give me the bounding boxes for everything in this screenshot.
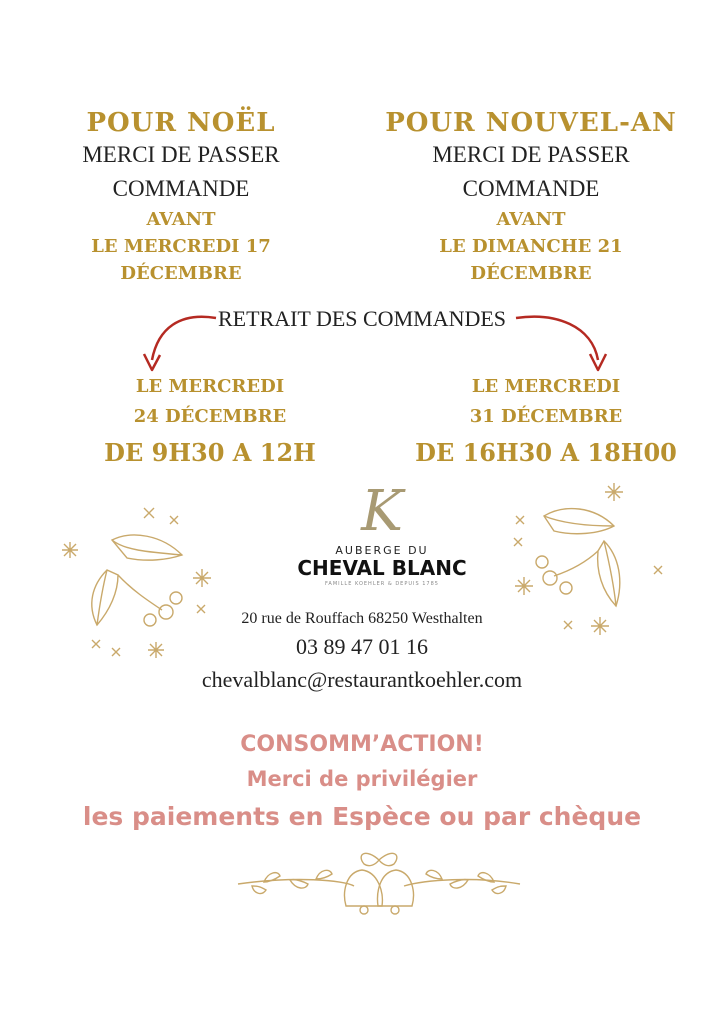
noel-date2: DÉCEMBRE [120,263,242,284]
noel-line2: COMMANDE [112,176,250,201]
logo [282,479,482,587]
notice-line1: CONSOMM’ACTION! [240,732,484,757]
nouvel-an-date2: DÉCEMBRE [470,263,592,284]
pickup-nouvel-an-hours: DE 16H30 A 18H00 [415,438,677,467]
phone[interactable]: 03 89 47 01 16 [296,634,428,659]
address: 20 rue de Rouffach 68250 Westhalten [241,610,483,627]
pickup-nouvel-an [396,372,696,468]
arrow-right-icon [512,308,608,380]
notice-line3: les paiements en Espèce ou par chèque [82,802,642,831]
bells-ornament-icon [234,846,524,918]
email[interactable]: chevalblanc@restaurantkoehler.com [201,667,523,692]
noel-title: POUR NOËL [86,108,276,138]
nouvel-an-column [376,108,686,287]
logo-line1: AUBERGE DU [335,544,429,557]
noel-column [56,108,306,287]
logo-tagline: FAMILLE KOEHLER & DEPUIS 1785 [325,581,439,587]
logo-line2: CHEVAL BLANC [297,556,467,580]
pickup-noel [80,372,340,468]
retrait-label: RETRAIT DES COMMANDES [217,306,507,331]
noel-avant: AVANT [146,209,216,230]
pickup-noel-day: LE MERCREDI [135,376,285,397]
noel-date1: LE MERCREDI 17 [91,236,271,257]
arrow-left-icon [140,308,220,380]
logo-monogram: K [361,479,403,544]
pickup-noel-date: 24 DÉCEMBRE [133,406,287,427]
pickup-nouvel-an-date: 31 DÉCEMBRE [469,406,623,427]
pickup-nouvel-an-day: LE MERCREDI [471,376,621,397]
nouvel-an-avant: AVANT [496,209,566,230]
notice-line2: Merci de privilégier [246,767,478,791]
nouvel-an-line2: COMMANDE [462,176,600,201]
pickup-noel-hours: DE 9H30 A 12H [104,438,316,467]
nouvel-an-date1: LE DIMANCHE 21 [439,236,623,257]
nouvel-an-line1: MERCI DE PASSER [432,142,630,167]
noel-line1: MERCI DE PASSER [82,142,280,167]
nouvel-an-title: POUR NOUVEL-AN [385,108,677,138]
